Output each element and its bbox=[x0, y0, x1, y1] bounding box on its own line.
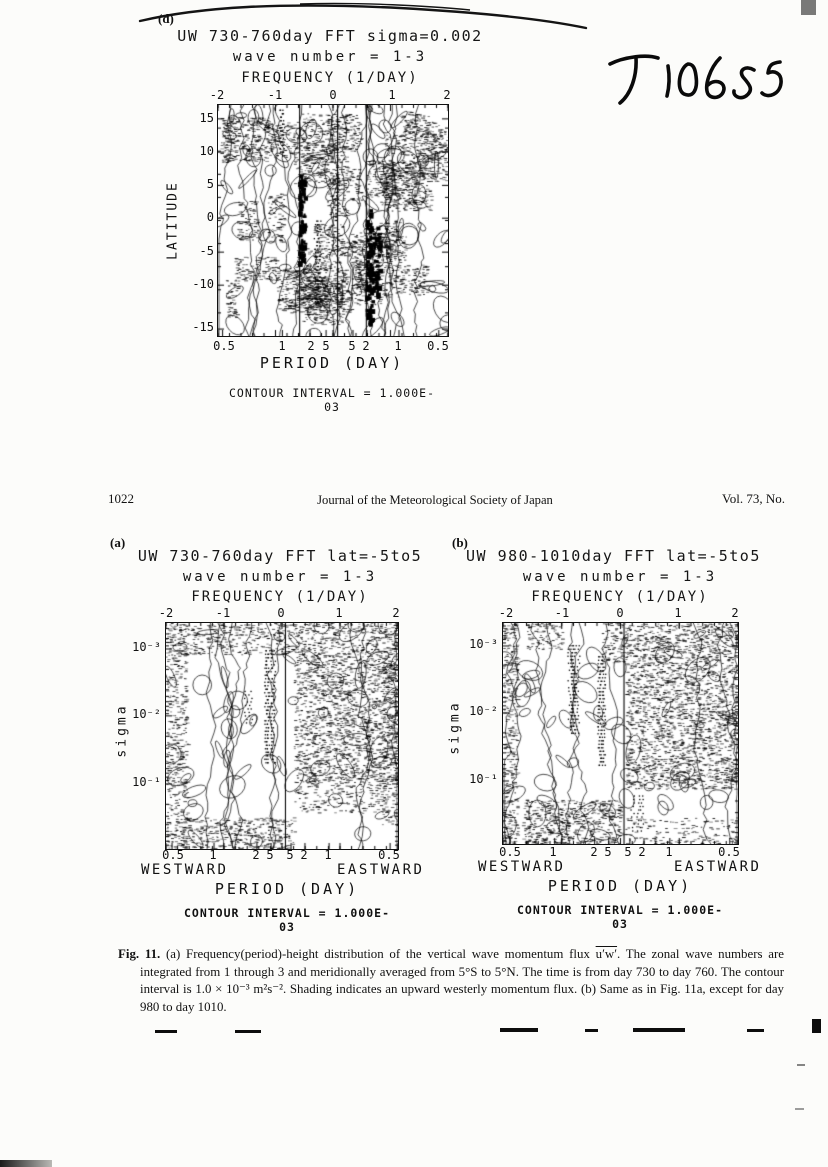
axis-tick-label: -1 bbox=[267, 88, 283, 102]
axis-tick-label: -1 bbox=[554, 606, 570, 620]
panel-a-title: UW 730-760day FFT lat=-5to5 bbox=[137, 547, 423, 565]
axis-tick-label: 10⁻¹ bbox=[469, 772, 498, 786]
axis-tick-label: 2 bbox=[731, 606, 739, 620]
panel-b-contour-note: CONTOUR INTERVAL = 1.000E-03 bbox=[516, 903, 723, 931]
axis-tick-label: 15 bbox=[199, 111, 214, 125]
axis-tick-label: 0 bbox=[329, 88, 337, 102]
axis-tick-label: 0.5 bbox=[718, 845, 740, 859]
figure-caption-part1: (a) Frequency(period)-height distribution of the vertical wave momentum flux bbox=[160, 947, 596, 961]
axis-tick-label: 5 bbox=[624, 845, 632, 859]
figure-caption bbox=[118, 946, 784, 1016]
panel-d-frequency-axis-label: FREQUENCY (1/DAY) bbox=[241, 70, 419, 86]
scan-dash-artifact bbox=[795, 1108, 804, 1110]
axis-tick-label: 2 bbox=[362, 339, 370, 353]
panel-d-y-axis-label: LATITUDE bbox=[165, 181, 181, 260]
figure-caption-label: Fig. 11. bbox=[118, 947, 161, 961]
axis-tick-label: 0.5 bbox=[213, 339, 235, 353]
axis-tick-label: 5 bbox=[348, 339, 356, 353]
axis-tick-label: 1 bbox=[324, 848, 332, 862]
panel-d-contour-note: CONTOUR INTERVAL = 1.000E-03 bbox=[228, 386, 435, 414]
panel-b-label: (b) bbox=[452, 535, 468, 550]
panel-b-y-axis-label: sigma bbox=[447, 700, 463, 755]
axis-tick-label: 2 bbox=[392, 606, 400, 620]
panel-a-subtitle: wave number = 1-3 bbox=[182, 569, 378, 585]
page-number: 1022 bbox=[108, 491, 134, 506]
axis-tick-label: 5 bbox=[266, 848, 274, 862]
panel-b-period-axis-label: PERIOD (DAY) bbox=[547, 877, 693, 895]
panel-a-westward-label: WESTWARD bbox=[141, 862, 229, 878]
panel-b-frequency-axis-label: FREQUENCY (1/DAY) bbox=[531, 589, 709, 605]
axis-tick-label: 1 bbox=[278, 339, 286, 353]
axis-tick-label: 1 bbox=[388, 88, 396, 102]
axis-tick-label: -2 bbox=[498, 606, 514, 620]
flux-term: u′w′ bbox=[595, 947, 618, 961]
contour-plot-canvas-b bbox=[502, 622, 739, 845]
panel-d-subtitle: wave number = 1-3 bbox=[232, 49, 428, 65]
scan-dash-artifact bbox=[747, 1029, 764, 1032]
scan-corner-artifact bbox=[0, 1160, 52, 1167]
contour-plot-canvas-d bbox=[217, 104, 449, 337]
axis-tick-label: 2 bbox=[300, 848, 308, 862]
axis-tick-label: 1 bbox=[209, 848, 217, 862]
axis-tick-label: 10 bbox=[199, 144, 214, 158]
axis-tick-label: -1 bbox=[215, 606, 231, 620]
panel-a-period-axis-label: PERIOD (DAY) bbox=[214, 880, 360, 898]
journal-title: Journal of the Meteorological Society of Japan bbox=[317, 493, 553, 507]
panel-a-label: (a) bbox=[110, 535, 126, 550]
contour-plot-canvas-a bbox=[165, 622, 399, 850]
panel-d-title: UW 730-760day FFT sigma=0.002 bbox=[177, 27, 483, 45]
axis-tick-label: 2 bbox=[307, 339, 315, 353]
axis-tick-label: 2 bbox=[638, 845, 646, 859]
axis-tick-label: 5 bbox=[322, 339, 330, 353]
panel-b-subtitle: wave number = 1-3 bbox=[522, 569, 718, 585]
scan-dash-artifact bbox=[633, 1028, 685, 1032]
axis-tick-label: 10⁻¹ bbox=[132, 775, 161, 789]
axis-tick-label: -2 bbox=[209, 88, 225, 102]
handwritten-note bbox=[596, 46, 786, 112]
axis-tick-label: 1 bbox=[394, 339, 402, 353]
scan-dash-artifact bbox=[797, 1064, 805, 1066]
axis-tick-label: 0.5 bbox=[427, 339, 449, 353]
scan-dash-artifact bbox=[585, 1029, 598, 1032]
axis-tick-label: -10 bbox=[192, 277, 214, 291]
axis-tick-label: 10⁻³ bbox=[132, 640, 161, 654]
axis-tick-label: 10⁻³ bbox=[469, 637, 498, 651]
axis-tick-label: 0 bbox=[616, 606, 624, 620]
panel-d-label: (d) bbox=[158, 11, 174, 26]
scan-dash-artifact bbox=[500, 1028, 538, 1032]
axis-tick-label: 2 bbox=[252, 848, 260, 862]
panel-a-contour-note: CONTOUR INTERVAL = 1.000E-03 bbox=[183, 906, 390, 934]
axis-tick-label: 0 bbox=[206, 210, 214, 224]
figure-caption-part2: . The zonal wave numbers are integrated from 1 through 3 and meridionally averaged from 5°S to 5°N. The time is from day 730 to day 760. The contour interval is 1.0 × 10⁻³ m²s⁻². Shading indicates an upward westerly momentum flux. (b) Same as in Fig. 11a, except for day 980 to day 1010. bbox=[140, 947, 785, 1014]
axis-tick-label: 2 bbox=[590, 845, 598, 859]
axis-tick-label: 0.5 bbox=[378, 848, 400, 862]
axis-tick-label: 0.5 bbox=[162, 848, 184, 862]
scan-dash-artifact bbox=[235, 1030, 261, 1033]
axis-tick-label: 0.5 bbox=[499, 845, 521, 859]
axis-tick-label: 2 bbox=[443, 88, 451, 102]
axis-tick-label: -2 bbox=[158, 606, 174, 620]
panel-a-eastward-label: EASTWARD bbox=[337, 862, 425, 878]
axis-tick-label: 1 bbox=[674, 606, 682, 620]
scan-blob-artifact bbox=[812, 1019, 821, 1033]
panel-b-westward-label: WESTWARD bbox=[478, 859, 566, 875]
axis-tick-label: 5 bbox=[286, 848, 294, 862]
axis-tick-label: 1 bbox=[549, 845, 557, 859]
axis-tick-label: 0 bbox=[277, 606, 285, 620]
axis-tick-label: 10⁻² bbox=[132, 707, 161, 721]
axis-tick-label: 5 bbox=[206, 177, 214, 191]
axis-tick-label: -5 bbox=[199, 244, 214, 258]
axis-tick-label: 1 bbox=[335, 606, 343, 620]
scan-dash-artifact bbox=[155, 1030, 177, 1033]
scan-smudge-top-right bbox=[801, 0, 816, 15]
axis-tick-label: 1 bbox=[665, 845, 673, 859]
panel-b-eastward-label: EASTWARD bbox=[674, 859, 762, 875]
panel-a-frequency-axis-label: FREQUENCY (1/DAY) bbox=[191, 589, 369, 605]
panel-d-period-axis-label: PERIOD (DAY) bbox=[259, 354, 405, 372]
panel-a-y-axis-label: sigma bbox=[114, 703, 130, 758]
panel-b-title: UW 980-1010day FFT lat=-5to5 bbox=[466, 547, 761, 565]
axis-tick-label: 10⁻² bbox=[469, 704, 498, 718]
axis-tick-label: 5 bbox=[604, 845, 612, 859]
volume-label: Vol. 73, No. bbox=[722, 491, 785, 506]
axis-tick-label: -15 bbox=[192, 320, 214, 334]
